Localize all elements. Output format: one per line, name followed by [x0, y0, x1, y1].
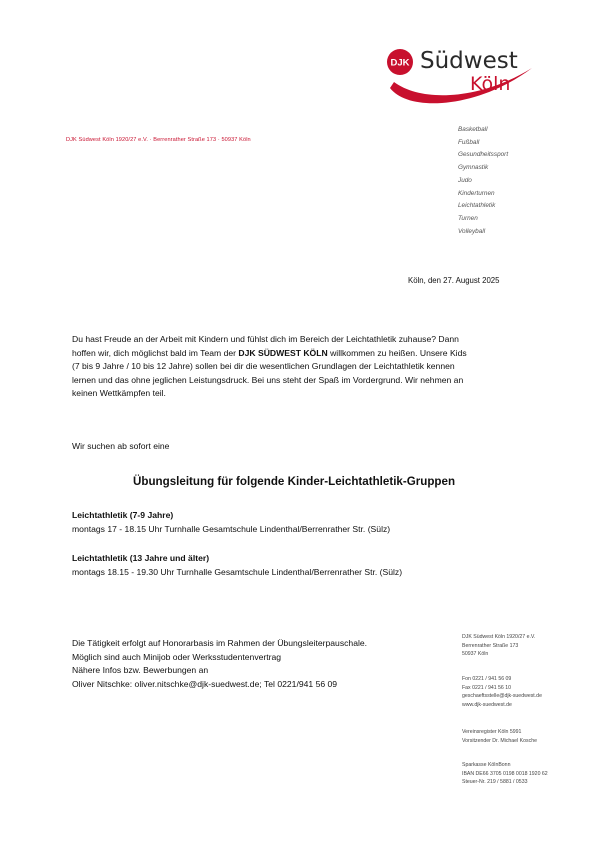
group-2	[72, 552, 402, 579]
club-logo	[384, 38, 534, 108]
logo-line2: Köln	[470, 73, 511, 95]
sports-item: Fußball	[458, 138, 480, 146]
group-detail: montags 17 - 18.15 Uhr Turnhalle Gesamtschule Lindenthal/Berrenrather Str. (Sülz)	[72, 523, 391, 534]
sports-item: Basketball	[458, 126, 488, 133]
intro-club-name: DJK SÜDWEST KÖLN	[238, 347, 328, 358]
contact-line: Berrenrather Straße 173	[462, 642, 519, 649]
intro-paragraph	[72, 333, 472, 401]
intro-text-2: willkommen zu heißen. Unsere Kids (7 bis 9 Jahre / 10 bis 12 Jahre) sollen bei dir die wesentlichen Grundlagen der Leichtathletik kennen lernen und das ohne jeglichen Leistungsdruck. Bei uns steht der Spaß im Vordergrund. Wir nehmen an keinen Wettkämpfen teil.	[72, 347, 467, 399]
search-line: Wir suchen ab sofort eine	[72, 441, 170, 451]
contact-line: Fon 0221 / 941 56 09	[462, 676, 512, 682]
group-1	[72, 509, 390, 536]
sports-item: Gesundheitssport	[458, 151, 509, 159]
contact-line: 50937 Köln	[462, 651, 489, 658]
contact-phone	[462, 675, 542, 709]
contact-register	[462, 728, 537, 745]
closing-line: Nähere Infos bzw. Bewerbungen an	[72, 665, 209, 676]
group-title: Leichtathletik (13 Jahre und älter)	[72, 553, 210, 563]
contact-line: IBAN DE66 3705 0198 0018 1920 62	[462, 770, 548, 777]
job-headline: Übungsleitung für folgende Kinder-Leichtathletik-Gruppen	[133, 475, 456, 488]
contact-address	[462, 633, 535, 659]
closing-line: Die Tätigkeit erfolgt auf Honorarbasis im Rahmen der Übungsleiterpauschale.	[72, 638, 368, 648]
contact-email[interactable]: geschaeftsstelle@djk-suedwest.de	[462, 693, 542, 700]
letter-date: Köln, den 27. August 2025	[408, 276, 500, 285]
sports-item: Volleyball	[458, 227, 486, 235]
sports-item: Leichtathletik	[458, 202, 496, 210]
sports-item: Judo	[458, 176, 472, 184]
contact-line: DJK Südwest Köln 1920/27 e.V.	[462, 634, 536, 640]
contact-website[interactable]: www.djk-suedwest.de	[462, 701, 512, 708]
group-detail: montags 18.15 - 19.30 Uhr Turnhalle Gesamtschule Lindenthal/Berrenrather Str. (Sülz)	[72, 566, 403, 577]
contact-line: Fax 0221 / 941 56 10	[462, 684, 512, 691]
contact-line: Steuer-Nr. 219 / 5881 / 0533	[462, 779, 528, 786]
group-title: Leichtathletik (7-9 Jahre)	[72, 510, 174, 520]
sender-line: DJK Südwest Köln 1920/27 e.V. · Berrenrather Straße 173 · 50937 Köln	[66, 137, 251, 143]
sports-list	[458, 124, 508, 238]
contact-bank	[462, 761, 548, 787]
sports-item: Gymnastik	[458, 164, 489, 172]
sports-item: Turnen	[458, 214, 478, 222]
closing-paragraph	[72, 637, 367, 691]
contact-line: Vorsitzender Dr. Michael Kosche	[462, 737, 537, 744]
contact-line: Vereinsregister Köln 5991	[462, 729, 522, 735]
contact-line: Sparkasse KölnBonn	[462, 762, 511, 768]
sports-item: Kinderturnen	[458, 189, 495, 197]
closing-line: Möglich sind auch Minijob oder Werksstudentenvertrag	[72, 651, 282, 662]
logo-emblem-text: DJK	[390, 57, 410, 69]
contact-person-line: Oliver Nitschke: oliver.nitschke@djk-suedwest.de; Tel 0221/941 56 09	[72, 678, 338, 689]
intro-text-1: Du hast Freude an der Arbeit mit Kindern und fühlst dich im Bereich der Leichtathletik zuhause? Dann hoffen wir, dich möglichst bald im Team der	[72, 334, 459, 358]
logo-line1: Südwest	[420, 48, 518, 74]
